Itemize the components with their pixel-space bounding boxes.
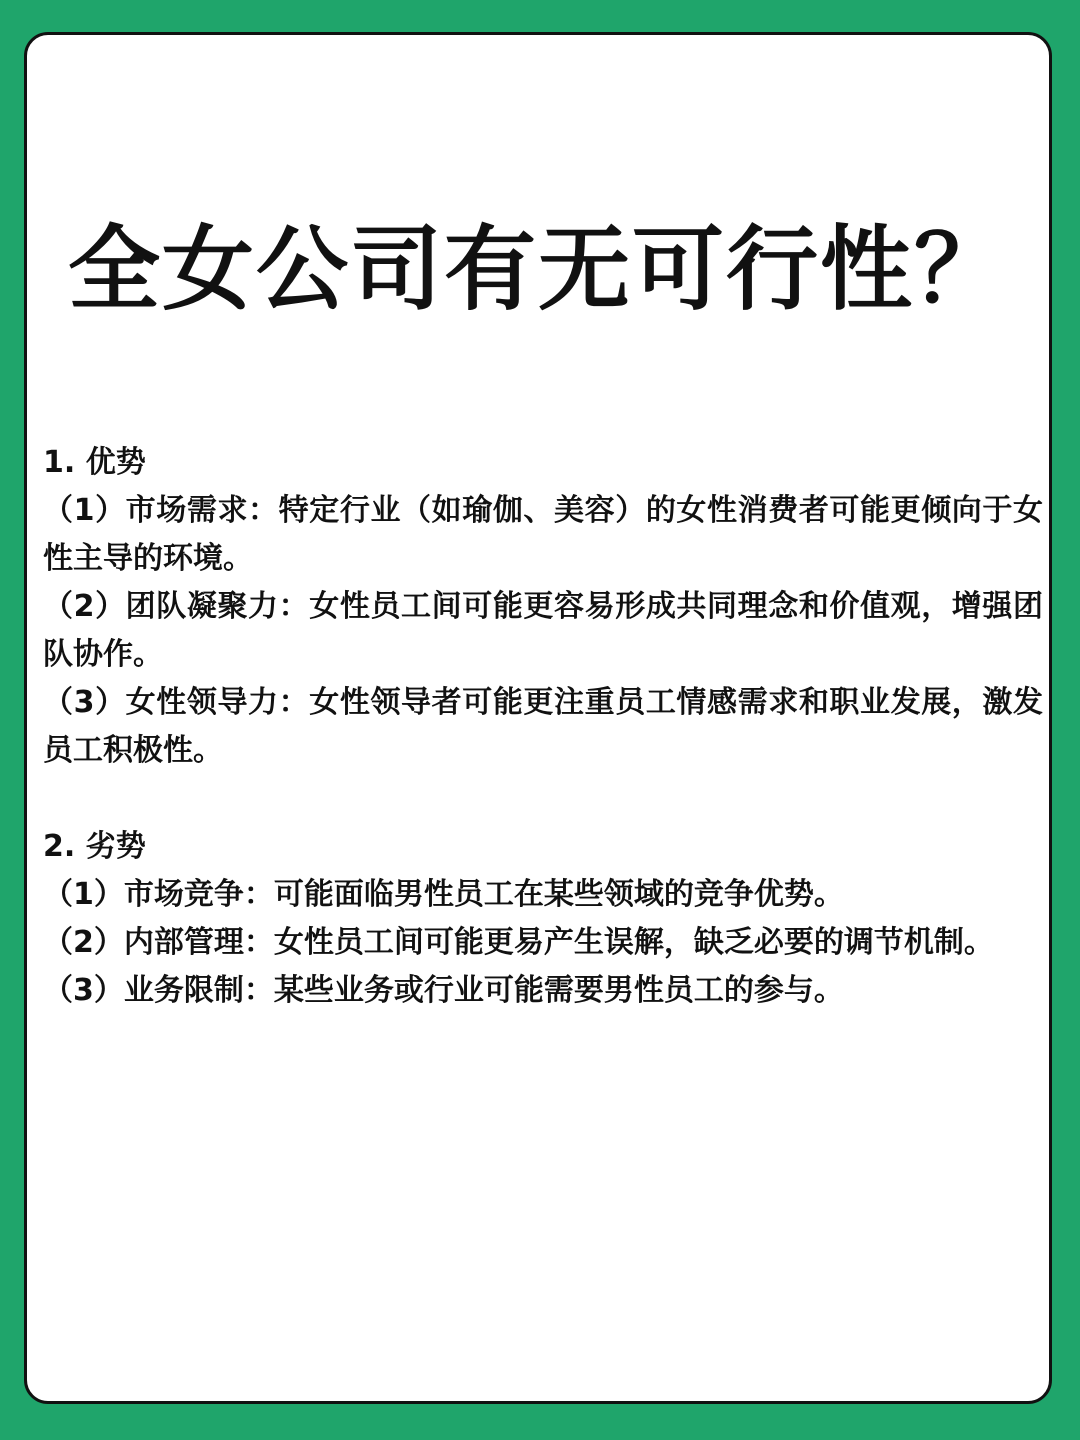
list-item: （1）市场竞争：可能面临男性员工在某些领域的竞争优势。 [43,877,844,912]
section-disadvantages [43,823,1043,1015]
page-title: 全女公司有无可行性？ [67,216,1008,323]
list-item: （2）团队凝聚力：女性员工间可能更容易形成共同理念和价值观，增强团队协作。 [43,589,1043,672]
section-advantages [43,439,1043,775]
content-card [24,32,1052,1404]
article-body [43,439,1043,1015]
list-item: （3）女性领导力：女性领导者可能更注重员工情感需求和职业发展，激发员工积极性。 [43,685,1043,768]
section-heading: 1. 优势 [43,445,146,480]
list-item: （2）内部管理：女性员工间可能更易产生误解，缺乏必要的调节机制。 [43,925,994,960]
list-item: （3）业务限制：某些业务或行业可能需要男性员工的参与。 [43,973,844,1008]
list-item: （1）市场需求：特定行业（如瑜伽、美容）的女性消费者可能更倾向于女性主导的环境。 [43,493,1043,576]
section-heading: 2. 劣势 [43,829,146,864]
